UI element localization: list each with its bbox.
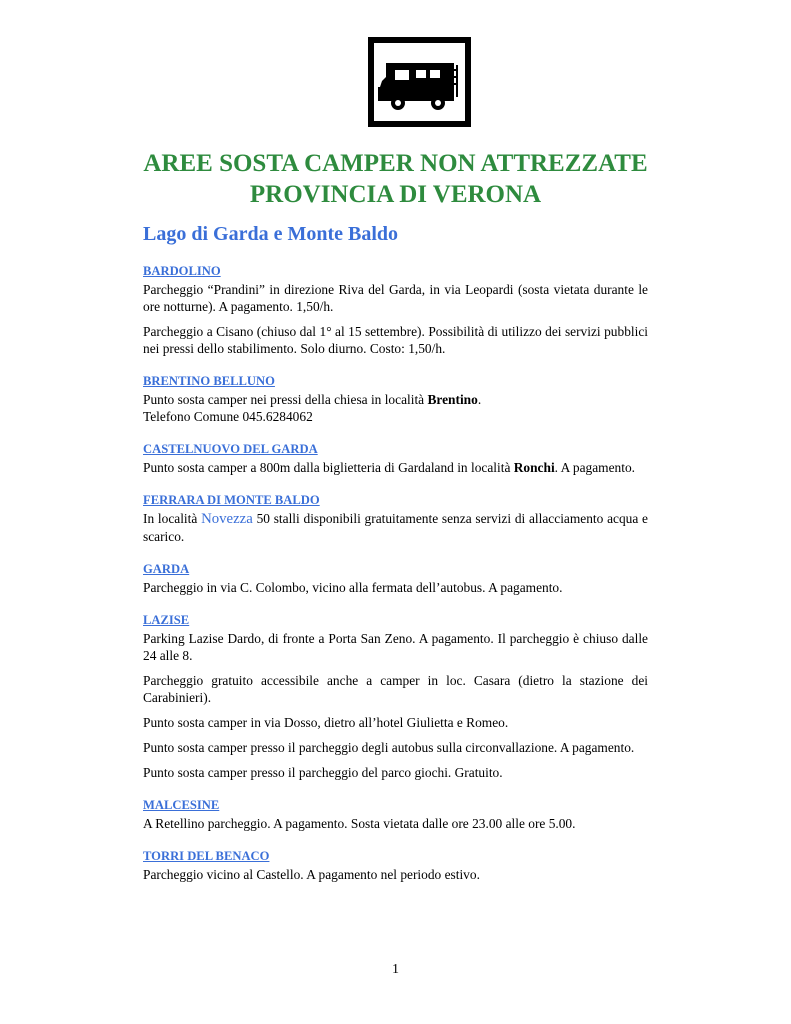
- place-heading-malcesine[interactable]: MALCESINE: [143, 798, 220, 812]
- place-heading-ferrara[interactable]: FERRARA DI MONTE BALDO: [143, 493, 320, 507]
- highlight-locality: Novezza: [201, 511, 253, 527]
- content: [143, 263, 648, 883]
- paragraph: [143, 459, 648, 476]
- title-line-2: PROVINCIA DI VERONA: [249, 181, 542, 208]
- place-heading-bardolino[interactable]: BARDOLINO: [143, 264, 221, 278]
- paragraph: A Retellino parcheggio. A pagamento. Sosta vietata dalle ore 23.00 alle ore 5.00.: [143, 816, 576, 831]
- paragraph: Punto sosta camper in via Dosso, dietro all’hotel Giulietta e Romeo.: [143, 715, 509, 730]
- paragraph: Punto sosta camper presso il parcheggio degli autobus sulla circonvallazione. A pagamento.: [143, 740, 635, 755]
- text-segment: Punto sosta camper a 800m dalla biglietteria di Gardaland in località: [143, 460, 514, 475]
- text-segment: In località: [143, 511, 202, 526]
- paragraph: Parking Lazise Dardo, di fronte a Porta San Zeno. A pagamento. Il parcheggio è chiuso dalle 24 alle 8.: [143, 631, 648, 663]
- title-line-1: AREE SOSTA CAMPER NON ATTREZZATE: [143, 150, 648, 177]
- paragraph: Parcheggio vicino al Castello. A pagamento nel periodo estivo.: [143, 867, 480, 882]
- bold-locality: Ronchi: [513, 460, 555, 475]
- paragraph: Telefono Comune 045.6284062: [143, 409, 313, 424]
- paragraph: Parcheggio a Cisano (chiuso dal 1° al 15 settembre). Possibilità di utilizzo dei servizi pubblici nei pressi dello stabilimento. Solo diurno. Costo: 1,50/h.: [143, 324, 648, 356]
- place-heading-garda[interactable]: GARDA: [143, 562, 190, 576]
- text-segment: .: [477, 392, 482, 407]
- paragraph: [143, 510, 648, 545]
- paragraph: Punto sosta camper presso il parcheggio del parco giochi. Gratuito.: [143, 765, 503, 780]
- text-segment: . A pagamento.: [554, 460, 636, 475]
- paragraph: Parcheggio gratuito accessibile anche a camper in loc. Casara (dietro la stazione dei Carabinieri).: [143, 673, 648, 705]
- place-heading-torri-del-benaco[interactable]: TORRI DEL BENACO: [143, 849, 270, 863]
- paragraph: Parcheggio in via C. Colombo, vicino alla fermata dell’autobus. A pagamento.: [143, 580, 563, 595]
- section-subtitle: Lago di Garda e Monte Baldo: [143, 223, 399, 245]
- bold-locality: Brentino: [427, 392, 478, 407]
- page-number: 1: [392, 962, 399, 977]
- text-segment: 50 stalli disponibili gratuitamente senza servizi di allacciamento acqua e scarico.: [143, 511, 648, 544]
- place-heading-castelnuovo[interactable]: CASTELNUOVO DEL GARDA: [143, 442, 318, 456]
- place-heading-brentino-belluno[interactable]: BRENTINO BELLUNO: [143, 374, 275, 388]
- document-title: [0, 148, 791, 210]
- text-segment: Punto sosta camper nei pressi della chiesa in località: [143, 392, 428, 407]
- place-heading-lazise[interactable]: LAZISE: [143, 613, 190, 627]
- camper-icon: [368, 37, 471, 127]
- paragraph: Parcheggio “Prandini” in direzione Riva del Garda, in via Leopardi (sosta vietata durante le ore notturne). A pagamento. 1,50/h.: [143, 282, 648, 314]
- paragraph: [143, 391, 648, 408]
